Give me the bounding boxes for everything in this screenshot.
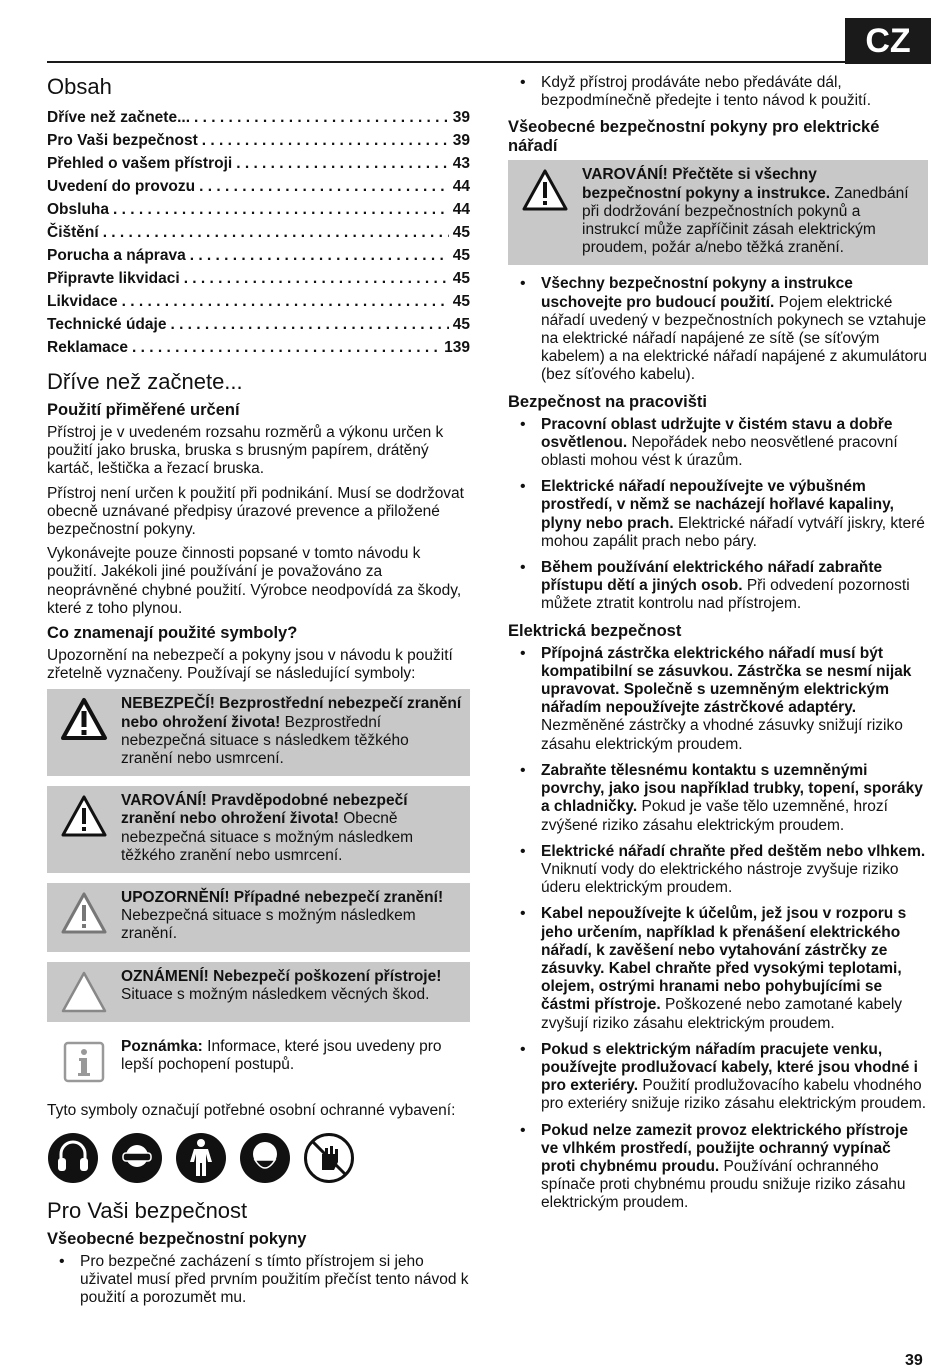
info-icon [55, 1038, 113, 1084]
electrical-heading: Elektrická bezpečnost [508, 621, 682, 640]
left-column [47, 74, 470, 1315]
toc-entry[interactable] [47, 221, 470, 244]
toc-entry[interactable] [47, 152, 470, 175]
toc-entry[interactable] [47, 313, 470, 336]
toc-leader-dots [190, 244, 449, 267]
intended-use-paragraph-3: Vykonávejte pouze činnosti popsané v tomto návodu k použití. Jakékoli jiné používání je považováno za neoprávněné chybné použití. Výrobce neodpovídá za škody, které z toho plynou. [47, 545, 462, 617]
toc-entry-page: 44 [452, 178, 470, 195]
item-bold: Elektrické nářadí chraňte před deštěm nebo vlhkem. [541, 842, 926, 860]
info-label: Poznámka: [121, 1037, 203, 1055]
item-text: Nezměněné zástrčky a vhodné zásuvky snižují riziko zásahu elektrickým proudem. [541, 717, 903, 753]
tools-warning-label: VAROVÁNÍ! Přečtěte si všechny bezpečnostní pokyny a instrukce. [582, 166, 831, 202]
toc-entry-page: 45 [452, 270, 470, 287]
keep-instructions-list [508, 275, 928, 384]
ppe-icons [47, 1132, 470, 1184]
danger-label: NEBEZPEČÍ! Bezprostřední nebezpečí zranění nebo ohrožení života! [121, 695, 462, 731]
item-bold: Zabraňte tělesnému kontaktu s uzemněnými povrchy, jako jsou například trubky, topení, sporáky a chladničky. [541, 761, 923, 816]
toc-leader-dots [184, 267, 449, 290]
item-bold: Během používání elektrického nářadí zabraňte přístupu dětí a jiných osob. [541, 559, 883, 595]
warning-text: Obecně nebezpečná situace s možným následkem těžkého zranění nebo usmrcení. [121, 810, 414, 864]
table-of-contents [47, 106, 470, 359]
item-text: Pojem elektrické nářadí uvedený v bezpečnostních pokynech se vztahuje na elektrické nářadí napájené ze sítě (se síťovým kabelem) a na elektrické nářadí napájené z akumulátoru (bez síťového kabelu). [541, 293, 928, 384]
list-item [508, 416, 928, 471]
toc-entry-page: 45 [452, 316, 470, 333]
danger-box [47, 689, 470, 776]
toc-leader-dots [236, 152, 449, 175]
toc-leader-dots [103, 221, 449, 244]
page-number: 39 [905, 1352, 923, 1369]
danger-warning-icon [55, 695, 113, 768]
toc-entry-title: Uvedení do provozu [47, 178, 196, 195]
item-text: Nepořádek nebo neosvětlené pracovní oblasti mohou vést k úrazům. [541, 433, 898, 470]
warning-label: VAROVÁNÍ! Pravděpodobné nebezpečí zranění nebo ohrožení života! [121, 792, 408, 828]
eye-protection-icon [111, 1132, 163, 1184]
item-text: Poškozené nebo zamotané kabely zvyšují riziko zásahu elektrickým proudem. [541, 996, 903, 1032]
toc-entry-title: Připravte likvidaci [47, 270, 180, 287]
warning-box [47, 786, 470, 873]
info-text: Informace, které jsou uvedeny pro lepší pochopení postupů. [121, 1037, 442, 1073]
list-item [508, 905, 928, 1032]
ppe-text: Tyto symboly označují potřebné osobní ochranné vybavení: [47, 1101, 456, 1119]
toc-entry[interactable] [47, 106, 470, 129]
toc-entry[interactable] [47, 129, 470, 152]
list-item: • Pro bezpečné zacházení s tímto přístrojem si jeho uživatel musí před prvním použitím přečíst tento návod k použití a porozumět mu. [47, 1253, 470, 1308]
toc-entry[interactable] [47, 175, 470, 198]
ear-protection-icon [47, 1132, 99, 1184]
toc-entry-page: 45 [452, 293, 470, 310]
toc-leader-dots [194, 106, 449, 129]
warning-icon [55, 792, 113, 865]
toc-heading: Obsah [47, 74, 112, 99]
list-item [508, 645, 928, 754]
item-text: Při odvedení pozornosti můžete ztratit kontrolu nad přístrojem. [541, 577, 910, 613]
notice-text: Situace s možným následkem věcných škod. [121, 985, 430, 1003]
toc-entry-page: 44 [452, 201, 470, 218]
tools-warning-box [508, 160, 928, 265]
warning-icon [516, 166, 574, 257]
toc-entry-title: Technické údaje [47, 316, 167, 333]
toc-entry[interactable] [47, 336, 470, 359]
item-bold: Pracovní oblast udržujte v čistém stavu a dobře osvětlenou. [541, 415, 893, 451]
list-item: • Když přístroj prodáváte nebo předáváte dál, bezpodmínečně předejte i tento návod k použití. [508, 74, 928, 110]
item-bold: Všechny bezpečnostní pokyny a instrukce uschovejte pro budoucí použití. [541, 275, 853, 311]
list-item [508, 843, 928, 898]
protective-clothing-icon [175, 1132, 227, 1184]
item-text: Použití prodlužovacího kabelu vhodného pro exteriéry snižuje riziko zásahu elektrickým proudem. [541, 1077, 927, 1113]
danger-text: Bezprostřední nebezpečná situace s následkem těžkého zranění nebo usmrcení. [121, 713, 409, 768]
tools-safety-heading: Všeobecné bezpečnostní pokyny pro elektrické nářadí [508, 118, 880, 156]
toc-entry-page: 39 [452, 109, 470, 126]
info-box [47, 1032, 470, 1092]
caution-text: Nebezpečná situace s možným následkem zranění. [121, 907, 416, 943]
intended-use-paragraph-1: Přístroj je v uvedeném rozsahu rozměrů a výkonu určen k použití jako bruska, bruska s brusným papírem, drátěný kartáč, leštička a řezací bruska. [47, 424, 444, 478]
toc-entry-title: Pro Vaši bezpečnost [47, 132, 198, 149]
toc-entry-page: 45 [452, 224, 470, 241]
toc-entry-title: Porucha a náprava [47, 247, 186, 264]
caution-icon [55, 889, 113, 944]
toc-leader-dots [170, 313, 448, 336]
electrical-list [508, 645, 928, 1213]
toc-entry[interactable] [47, 267, 470, 290]
toc-entry-title: Přehled o vašem přístroji [47, 155, 233, 172]
general-safety-list-left [47, 1253, 470, 1308]
toc-entry-title: Čištění [47, 224, 99, 241]
item-bold: Pokud nelze zamezit provoz elektrického přístroje ve vlhkém prostředí, použijte ochranný vypínač proti chybnému proudu. [541, 1121, 908, 1175]
toc-entry-page: 45 [452, 247, 470, 264]
list-item [508, 275, 928, 384]
toc-leader-dots [113, 198, 449, 221]
caution-box [47, 883, 470, 952]
notice-box [47, 962, 470, 1022]
toc-entry[interactable] [47, 290, 470, 313]
general-safety-heading: Všeobecné bezpečnostní pokyny [47, 1229, 307, 1248]
toc-leader-dots [132, 336, 440, 359]
toc-entry-title: Reklamace [47, 339, 129, 356]
list-item [508, 559, 928, 614]
item-text: Elektrické nářadí vytváří jiskry, které mohou zapálit prach nebo páry. [541, 514, 925, 550]
toc-entry-page: 39 [452, 132, 470, 149]
intended-use-heading: Použití přiměřené určení [47, 401, 240, 419]
toc-leader-dots [122, 290, 449, 313]
toc-leader-dots [202, 129, 449, 152]
intended-use-paragraph-2: Přístroj není určen k použití při podnikání. Musí se dodržovat obecně uznávané předpisy úrazové prevence a přiložené bezpečnostní pokyny. [47, 484, 464, 539]
item-bold: Kabel nepoužívejte k účelům, jež jsou v rozporu s jeho určením, například k přenášení elektrického nářadí, k zavěšení nebo vytahování zástrčky ze zásuvky. Kabel chraňte před vysokými teplotami, olejem, ostrými hranami nebo pohybujícími se částmi přístroje. [541, 905, 907, 1014]
item-bold: Pokud s elektrickým nářadím pracujete venku, používejte prodlužovací kabely, které jsou vhodné i pro exteriéry. [541, 1040, 918, 1095]
workplace-list [508, 416, 928, 614]
toc-entry-title: Obsluha [47, 201, 110, 218]
top-rule [47, 61, 931, 63]
toc-entry[interactable] [47, 244, 470, 267]
toc-entry[interactable] [47, 198, 470, 221]
before-heading: Dříve než začnete... [47, 369, 243, 394]
item-text: Používání ochranného spínače proti chybnému proudu snižuje riziko zásahu elektrickým proudem. [541, 1157, 906, 1212]
symbols-heading: Co znamenají použité symboly? [47, 624, 298, 643]
no-gloves-icon [303, 1132, 355, 1184]
notice-label: OZNÁMENÍ! Nebezpečí poškození přístroje! [121, 967, 442, 985]
safety-heading: Pro Vaši bezpečnost [47, 1197, 248, 1223]
item-bold: Přípojná zástrčka elektrického nářadí musí být kompatibilní se zásuvkou. Zástrčka se nesmí nijak upravovat. Společně s uzemněným elektrickým nářadím nepoužívejte zástrčkové adaptéry. [541, 644, 912, 717]
language-tab: CZ [845, 18, 931, 64]
toc-entry-title: Likvidace [47, 293, 118, 310]
list-item [508, 478, 928, 551]
item-bold: Elektrické nářadí nepoužívejte ve výbušném prostředí, v němž se nacházejí hořlavé kapaliny, plyny nebo prach. [541, 478, 894, 532]
general-safety-list-right [508, 74, 928, 110]
caution-label: UPOZORNĚNÍ! Případné nebezpečí zranění! [121, 889, 444, 907]
right-column [508, 74, 928, 1221]
toc-entry-page: 43 [452, 155, 470, 172]
list-item [508, 1041, 928, 1114]
toc-leader-dots [199, 175, 449, 198]
item-text: Pokud je vaše tělo uzemněné, hrozí zvýšené riziko zásahu elektrickým proudem. [541, 798, 888, 834]
toc-entry-title: Dříve než začnete... [47, 109, 191, 126]
list-item [508, 762, 928, 835]
workplace-heading: Bezpečnost na pracovišti [508, 392, 707, 411]
notice-icon [55, 968, 113, 1014]
item-text: Vniknutí vody do elektrického nástroje zvyšuje riziko úderu elektrickým proudem. [541, 860, 899, 897]
tools-warning-text: Zanedbání při dodržování bezpečnostních pokynů a instrukcí může zapříčinit zásah elektrickým proudem, požár a/nebo těžká zranění. [582, 184, 909, 257]
symbols-intro: Upozornění na nebezpečí a pokyny jsou v návodu k použití zřetelně vyznačeny. Používají se následující symboly: [47, 647, 453, 683]
list-item [508, 1122, 928, 1213]
toc-entry-page: 139 [444, 339, 470, 356]
dust-mask-icon [239, 1132, 291, 1184]
